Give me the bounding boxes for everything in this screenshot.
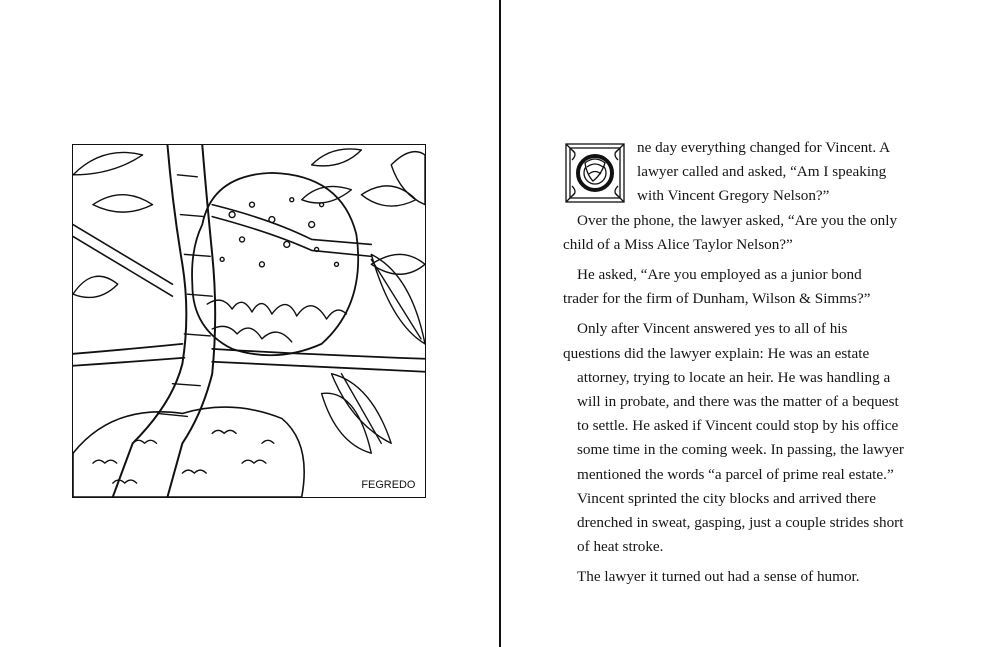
dropcap-letter-o-icon bbox=[563, 141, 627, 205]
text-line: drenched in sweat, gasping, just a couple strides short bbox=[577, 514, 904, 532]
text-line: He asked, “Are you employed as a junior bond bbox=[577, 266, 862, 284]
text-line: questions did the lawyer explain: He was an estate bbox=[563, 344, 870, 362]
text-line: Over the phone, the lawyer asked, “Are you the only bbox=[577, 211, 898, 229]
text-line: mentioned the words “a parcel of prime real estate.” bbox=[577, 465, 894, 483]
artist-signature: FEGREDO bbox=[361, 479, 416, 492]
story-text bbox=[563, 136, 939, 590]
text-line: Only after Vincent answered yes to all of his bbox=[577, 320, 848, 338]
text-line: to settle. He asked if Vincent could stop by his office bbox=[577, 417, 899, 435]
paragraph-5 bbox=[563, 565, 939, 589]
text-line: lawyer called and asked, “Am I speaking bbox=[637, 163, 887, 181]
paragraph-4 bbox=[563, 317, 939, 559]
text-line: Vincent sprinted the city blocks and arrived there bbox=[577, 489, 876, 507]
text-line: ne day everything changed for Vincent. A bbox=[637, 139, 891, 156]
text-line: will in probate, and there was the matter of a bequest bbox=[577, 393, 899, 411]
paragraph-3 bbox=[563, 263, 939, 311]
peach-branch-illustration bbox=[72, 144, 426, 498]
text-line: child of a Miss Alice Taylor Nelson?” bbox=[563, 235, 793, 253]
text-line: attorney, trying to locate an heir. He was handling a bbox=[577, 368, 891, 386]
right-page bbox=[501, 0, 1000, 647]
text-line: The lawyer it turned out had a sense of humor. bbox=[577, 568, 860, 586]
paragraph-2 bbox=[563, 209, 939, 257]
text-line: with Vincent Gregory Nelson?” bbox=[637, 187, 830, 205]
left-page bbox=[0, 0, 499, 647]
text-line: trader for the firm of Dunham, Wilson & Simms?” bbox=[563, 290, 871, 308]
text-line: of heat stroke. bbox=[577, 538, 664, 556]
text-line: some time in the coming week. In passing, the lawyer bbox=[577, 441, 904, 459]
